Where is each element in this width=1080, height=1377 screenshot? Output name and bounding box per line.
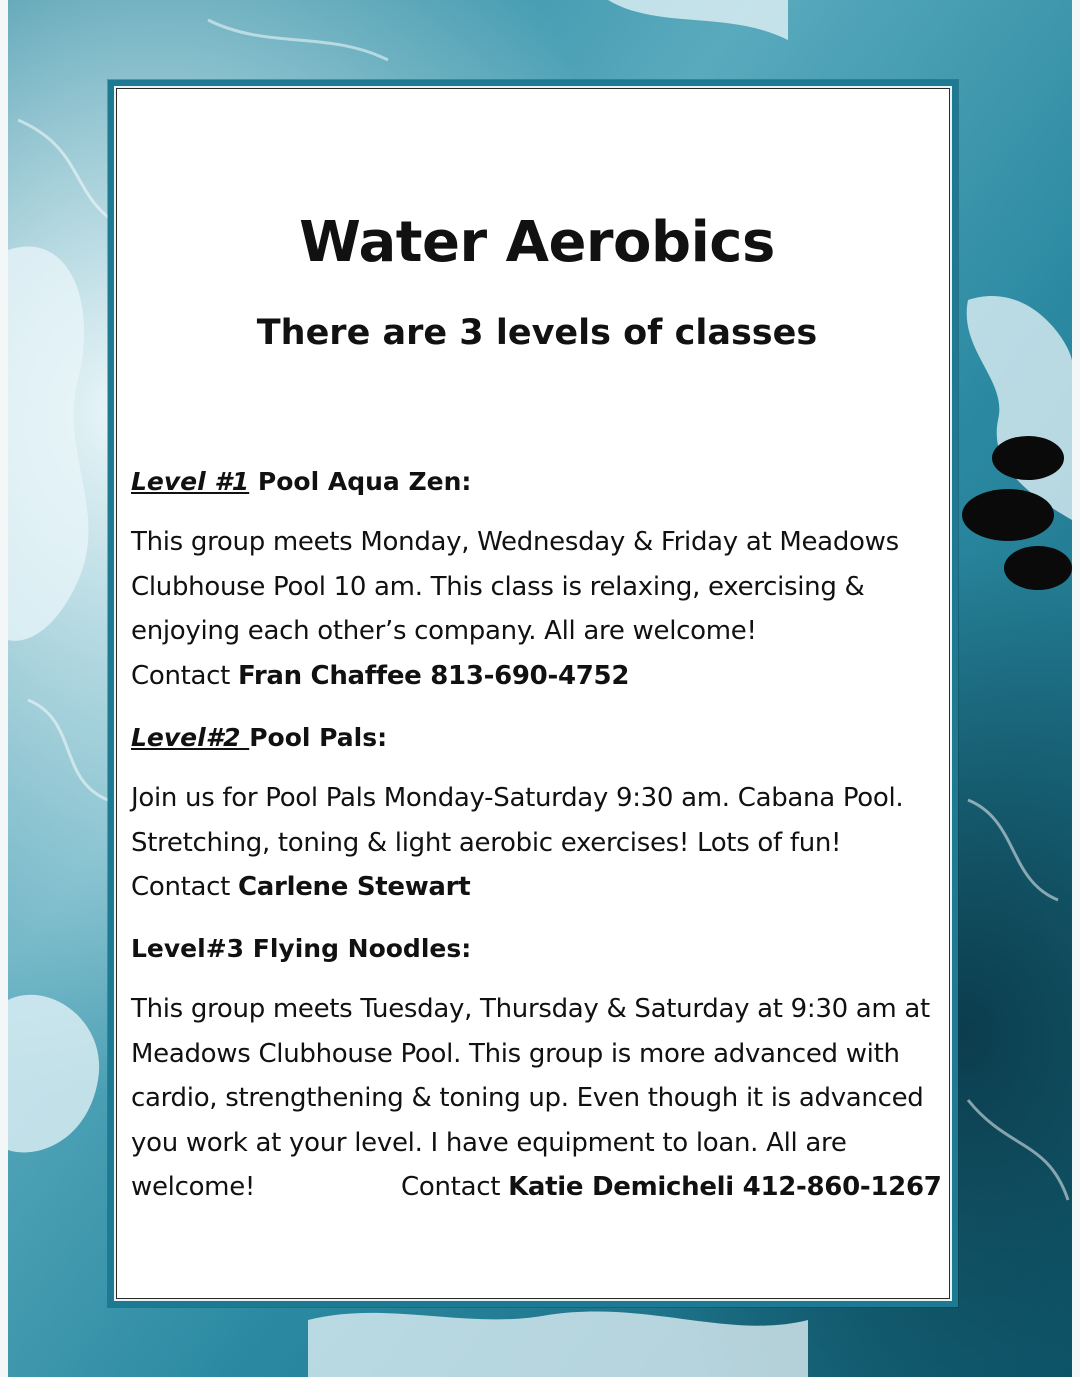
page-left-edge (0, 0, 8, 1377)
level-2-line: Join us for Pool Pals Monday-Saturday 9:30 am. Cabana Pool. (131, 783, 904, 813)
level-1-line: enjoying each other’s company. All are welcome! (131, 616, 757, 646)
flyer-subtitle: There are 3 levels of classes (256, 313, 818, 353)
level-1-line: This group meets Monday, Wednesday & Friday at Meadows (131, 527, 899, 557)
level-2-line: Stretching, toning & light aerobic exercises! Lots of fun! (131, 827, 842, 858)
level-1-contact: Fran Chaffee 813-690-4752 (238, 660, 630, 691)
level-2-description (131, 776, 943, 910)
contact-prefix: Contact (131, 872, 239, 902)
level-1-label: Level #1 (131, 467, 250, 496)
flyer-card (116, 88, 950, 1299)
level-2-name: Pool Pals: (249, 723, 388, 752)
level-3-description (131, 987, 943, 1210)
level-1-description (131, 520, 943, 698)
contact-prefix: Contact (401, 1172, 509, 1202)
level-3-contact-line (131, 1165, 943, 1210)
level-2-contact-line (131, 865, 943, 910)
level-3-line: cardio, strengthening & toning up. Even though it is advanced (131, 1083, 924, 1113)
level-1-heading (131, 466, 471, 498)
level-1-line: Clubhouse Pool 10 am. This class is relaxing, exercising & (131, 571, 865, 602)
level-3-last-line-start: welcome! (131, 1172, 256, 1202)
level-1-name: Pool Aqua Zen: (257, 467, 472, 496)
level-2-heading (131, 722, 387, 754)
level-2-contact: Carlene Stewart (238, 872, 471, 902)
level-3-line: you work at your level. I have equipment to loan. All are (131, 1127, 847, 1158)
level-3-line: Meadows Clubhouse Pool. This group is more advanced with (131, 1038, 900, 1069)
level-3-heading: Level#3 Flying Noodles: (131, 934, 472, 963)
page-right-edge (1072, 0, 1080, 1377)
level-3-contact: Katie Demicheli 412-860-1267 (508, 1172, 942, 1202)
flyer-title: Water Aerobics (299, 210, 775, 275)
level-3-line: This group meets Tuesday, Thursday & Saturday at 9:30 am at (131, 994, 930, 1024)
contact-prefix: Contact (131, 660, 239, 691)
level-2-label: Level#2 (131, 723, 250, 752)
level-1-contact-line (131, 654, 943, 699)
